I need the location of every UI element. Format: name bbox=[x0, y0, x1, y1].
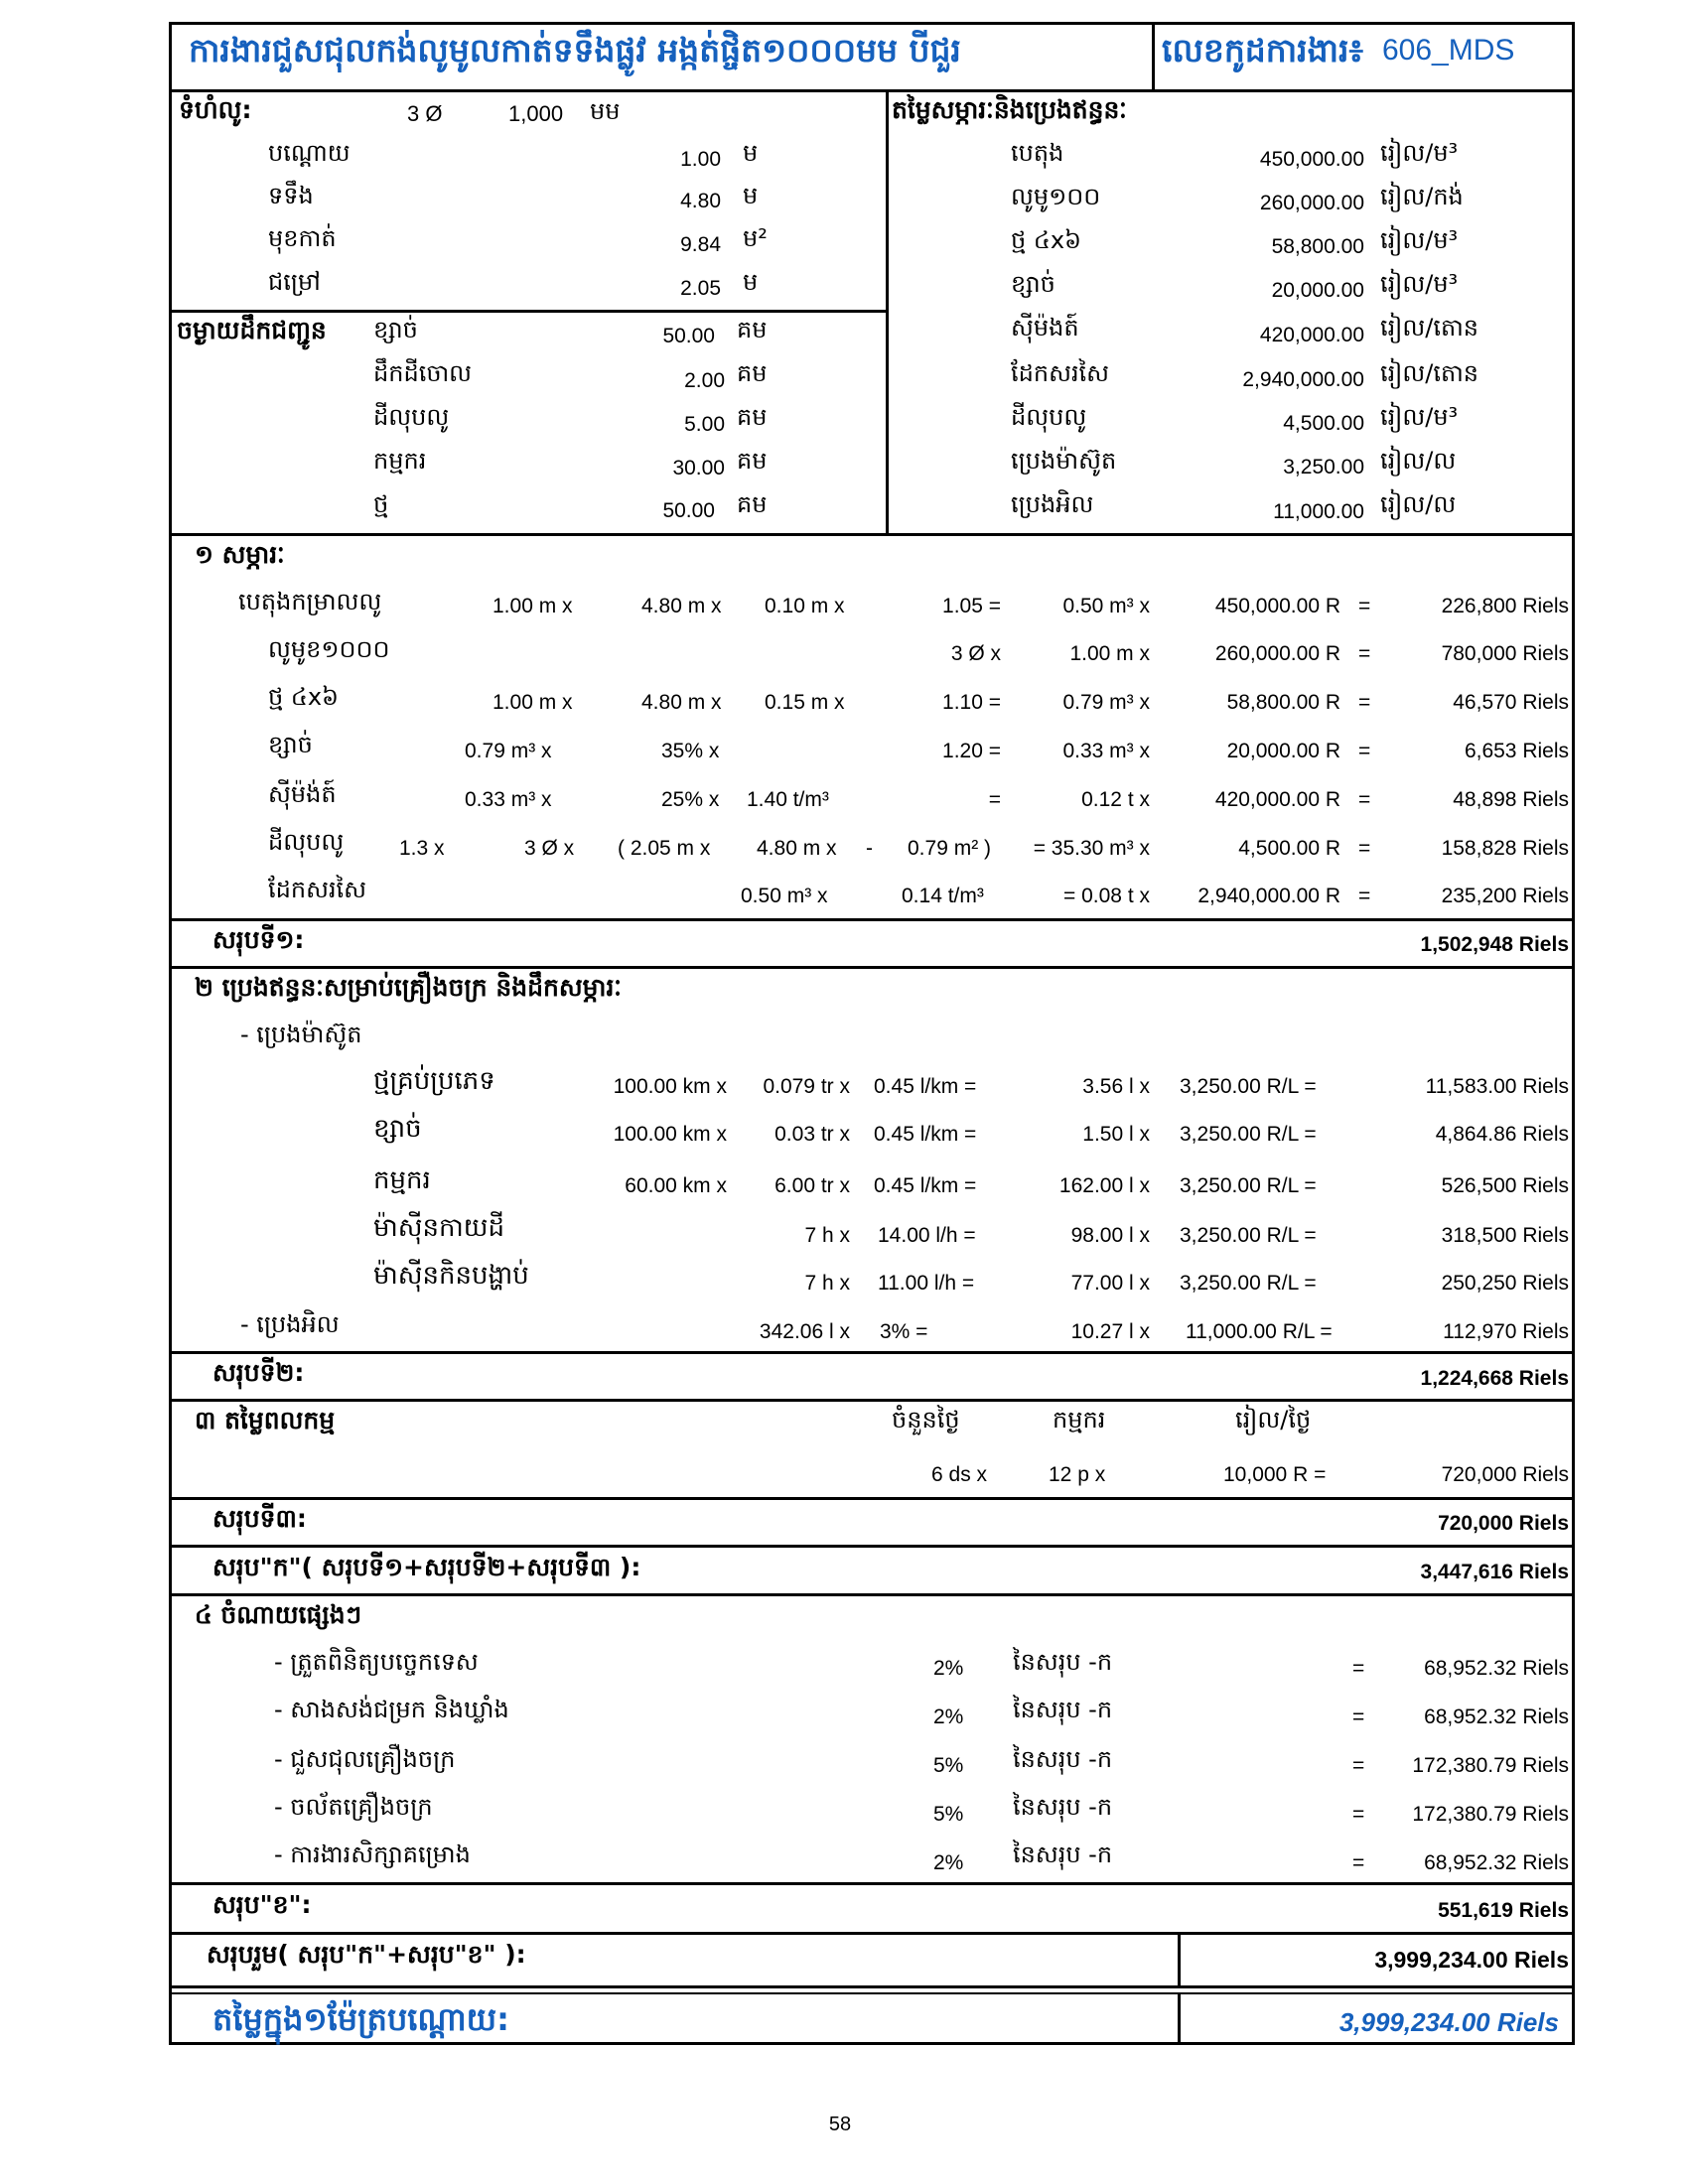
s2-rate: 0.45 l/km = bbox=[874, 1174, 977, 1197]
s1-h: 260,000.00 R bbox=[1214, 642, 1340, 665]
s1-total: 46,570 Riels bbox=[1453, 691, 1569, 714]
price-label-0: បេតុង bbox=[1011, 139, 1064, 167]
s1-d: 0.10 m x bbox=[765, 595, 845, 617]
price-unit-6: រៀល/ម³ bbox=[1380, 403, 1459, 431]
s2-tr: 6.00 tr x bbox=[774, 1174, 850, 1197]
price-label-2: ថ្ម ៤x៦ bbox=[1011, 226, 1082, 254]
s1-total: 226,800 Riels bbox=[1441, 595, 1569, 617]
s1-label: ដែកសរសៃ bbox=[268, 876, 367, 903]
s1-h: 2,940,000.00 R bbox=[1197, 885, 1340, 907]
s1-c: ( 2.05 m x bbox=[618, 837, 711, 860]
project-title: ការងារជួសជុលកង់លូមូលកាត់ទទឹងផ្លូវ អង្កត់ផ្ចិត១០០០មម បីជួរ bbox=[189, 31, 961, 69]
dims-value-2: 9.84 bbox=[680, 233, 721, 256]
s2-oil-d: 11,000.00 R/L = bbox=[1186, 1320, 1333, 1343]
section2-diesel-label: - ប្រេងម៉ាស៊ូត bbox=[240, 1021, 362, 1048]
s4-of: នៃសរុប -ក bbox=[1013, 1841, 1113, 1868]
price-label-1: លូមូ១០០ bbox=[1011, 183, 1101, 210]
s2-tr: 0.03 tr x bbox=[774, 1123, 850, 1146]
total-ka-label: សរុប"ក"( សរុបទី១+សរុបទី២+សរុបទី៣ ): bbox=[212, 1553, 641, 1581]
s2-total: 250,250 Riels bbox=[1441, 1272, 1569, 1295]
s1-g: 1.00 m x bbox=[1069, 642, 1150, 665]
price-value-6: 4,500.00 bbox=[1283, 412, 1364, 435]
s1-b: 0.79 m³ x bbox=[465, 740, 552, 762]
s4-pct: 2% bbox=[933, 1657, 964, 1680]
s2-label: ខ្សាច់ bbox=[373, 1114, 422, 1144]
grand-total-divider bbox=[1178, 1932, 1181, 1987]
s1-eq: = bbox=[1358, 788, 1371, 811]
total-ka-value: 3,447,616 Riels bbox=[1420, 1561, 1569, 1583]
code-label: លេខកូដការងារ៖ bbox=[1162, 31, 1364, 69]
price-label-4: ស៊ីម៉ងត៍ bbox=[1011, 314, 1079, 341]
price-unit-7: រៀល/ល bbox=[1380, 447, 1457, 475]
s1-g: = 35.30 m³ x bbox=[1033, 837, 1150, 860]
s1-f: 1.05 = bbox=[942, 595, 1001, 617]
s1-label: ដីលុបលូ bbox=[268, 828, 345, 856]
s2-total: 11,583.00 Riels bbox=[1425, 1075, 1569, 1098]
price-unit-1: រៀល/កង់ bbox=[1380, 183, 1464, 210]
section2-subtotal-label: សរុបទី២: bbox=[212, 1358, 305, 1387]
s2-rate: 0.45 l/km = bbox=[874, 1123, 977, 1146]
section1-subtotal-value: 1,502,948 Riels bbox=[1420, 933, 1569, 956]
s2-price: 3,250.00 R/L = bbox=[1180, 1224, 1317, 1247]
s1-g: 0.50 m³ x bbox=[1062, 595, 1150, 617]
s2-l: 98.00 l x bbox=[1070, 1224, 1150, 1247]
s1-c: 4.80 m x bbox=[641, 691, 722, 714]
s2-km: 60.00 km x bbox=[625, 1174, 727, 1197]
s1-h: 20,000.00 R bbox=[1226, 740, 1340, 762]
dims-diameter: 1,000 bbox=[508, 101, 564, 126]
price-label-3: ខ្សាច់ bbox=[1011, 270, 1055, 298]
info-bottom-divider bbox=[169, 533, 1575, 536]
s4-pct: 5% bbox=[933, 1803, 964, 1826]
s1-eq: = bbox=[1358, 740, 1371, 762]
s2-oil-a: 342.06 l x bbox=[759, 1320, 850, 1343]
total-ka-divider bbox=[169, 1593, 1575, 1596]
s4-label: - ការងារសិក្សាគម្រោង bbox=[274, 1841, 471, 1868]
s1-eq: = bbox=[1358, 885, 1371, 907]
dims-label-2: មុខកាត់ bbox=[268, 224, 337, 252]
dist-unit-1: គម bbox=[737, 359, 768, 387]
s1-g: 0.33 m³ x bbox=[1062, 740, 1150, 762]
grand-total-value: 3,999,234.00 Riels bbox=[1374, 1947, 1569, 1973]
price-label-5: ដែកសរសៃ bbox=[1011, 359, 1110, 387]
section3-workers: 12 p x bbox=[1049, 1463, 1106, 1486]
s4-divider bbox=[169, 1882, 1575, 1885]
page-number: 58 bbox=[828, 2114, 852, 2135]
s2-subtotal-divider bbox=[169, 1399, 1575, 1402]
dims-unit-1: ម bbox=[743, 182, 759, 209]
header-code-divider bbox=[1152, 22, 1155, 91]
s2-oil-c: 10.27 l x bbox=[1070, 1320, 1150, 1343]
s1-total: 780,000 Riels bbox=[1441, 642, 1569, 665]
s1-c: 35% x bbox=[661, 740, 720, 762]
dims-value-0: 1.00 bbox=[680, 148, 721, 171]
s4-eq: = bbox=[1352, 1706, 1365, 1728]
dist-value-2: 5.00 bbox=[684, 413, 725, 436]
price-value-5: 2,940,000.00 bbox=[1242, 368, 1364, 391]
dims-value-3: 2.05 bbox=[680, 277, 721, 300]
s4-label: - សាងសង់ជម្រក និងឃ្លាំង bbox=[274, 1696, 509, 1723]
price-label-6: ដីលុបលូ bbox=[1011, 403, 1087, 431]
dims-unit-3: ម bbox=[743, 268, 759, 296]
s1-subtotal-divider bbox=[169, 966, 1575, 969]
s1-label: បេតុងកម្រាលលូ bbox=[238, 588, 382, 615]
section2-heading: ២ ប្រេងឥន្ធនៈសម្រាប់គ្រឿងចក្រ និងដឹកសម្ភារៈ bbox=[195, 973, 623, 1002]
s1-g: = 0.08 t x bbox=[1063, 885, 1150, 907]
s2-divider bbox=[169, 1351, 1575, 1354]
dims-label: ទំហំលូ: bbox=[179, 95, 252, 124]
header-divider bbox=[169, 89, 1575, 92]
s1-label: ស៊ីម៉ង់ត៍ bbox=[268, 780, 337, 808]
per-meter-label: តម្លៃក្នុង១ម៉ែត្របណ្តោយ: bbox=[212, 2000, 509, 2038]
s1-b: 1.00 m x bbox=[492, 595, 573, 617]
s1-label: លូមូខ១០០០ bbox=[268, 635, 390, 663]
s4-eq: = bbox=[1352, 1851, 1365, 1874]
code-value: 606_MDS bbox=[1382, 34, 1515, 67]
s2-rate: 14.00 l/h = bbox=[878, 1224, 976, 1247]
dist-label-0: ខ្សាច់ bbox=[373, 316, 418, 343]
s4-total: 68,952.32 Riels bbox=[1424, 1706, 1569, 1728]
price-unit-4: រៀល/តោន bbox=[1380, 314, 1479, 341]
price-value-1: 260,000.00 bbox=[1259, 192, 1364, 214]
s1-f: 1.20 = bbox=[942, 740, 1001, 762]
s4-total: 68,952.32 Riels bbox=[1424, 1851, 1569, 1874]
s2-price: 3,250.00 R/L = bbox=[1180, 1075, 1317, 1098]
s1-g: 0.12 t x bbox=[1081, 788, 1150, 811]
s4-of: នៃសរុប -ក bbox=[1013, 1793, 1113, 1821]
s1-eq: = bbox=[1358, 837, 1371, 860]
s2-l: 162.00 l x bbox=[1058, 1174, 1150, 1197]
section3-heading: ៣ តម្លៃពលកម្ម bbox=[195, 1406, 336, 1434]
s1-e: - bbox=[866, 837, 873, 860]
s1-h: 58,800.00 R bbox=[1226, 691, 1340, 714]
price-unit-0: រៀល/ម³ bbox=[1380, 139, 1459, 167]
price-unit-2: រៀល/ម³ bbox=[1380, 226, 1459, 254]
s2-tr: 7 h x bbox=[804, 1272, 850, 1295]
section3-col-days: ចំនួនថ្ងៃ bbox=[892, 1406, 960, 1433]
section3-total: 720,000 Riels bbox=[1441, 1463, 1569, 1486]
section2-subtotal-value: 1,224,668 Riels bbox=[1420, 1367, 1569, 1390]
dims-divider bbox=[169, 310, 888, 313]
s2-l: 3.56 l x bbox=[1082, 1075, 1150, 1098]
s2-km: 100.00 km x bbox=[613, 1075, 727, 1098]
section3-rate: 10,000 R = bbox=[1223, 1463, 1327, 1486]
section4-subtotal-label: សរុប"ខ": bbox=[212, 1890, 312, 1919]
s1-b: 1.00 m x bbox=[492, 691, 573, 714]
dims-value-1: 4.80 bbox=[680, 190, 721, 212]
s1-divider bbox=[169, 918, 1575, 921]
s2-tr: 7 h x bbox=[804, 1224, 850, 1247]
s1-label: ថ្ម ៤x៦ bbox=[268, 683, 340, 711]
dims-diameter-unit: មម bbox=[590, 97, 621, 125]
dist-value-4: 50.00 bbox=[662, 499, 715, 522]
s1-f: 1.10 = bbox=[942, 691, 1001, 714]
s4-eq: = bbox=[1352, 1754, 1365, 1777]
s2-rate: 11.00 l/h = bbox=[878, 1272, 975, 1295]
s4-pct: 2% bbox=[933, 1706, 964, 1728]
s2-label: ម៉ាស៊ីនកិនបង្ហាប់ bbox=[373, 1261, 529, 1291]
section1-subtotal-label: សរុបទី១: bbox=[212, 925, 305, 954]
section3-days: 6 ds x bbox=[931, 1463, 988, 1486]
price-label-7: ប្រេងម៉ាស៊ូត bbox=[1011, 447, 1117, 475]
s2-rate: 0.45 l/km = bbox=[874, 1075, 977, 1098]
dist-unit-2: គម bbox=[737, 403, 768, 431]
section4-subtotal-value: 551,619 Riels bbox=[1438, 1899, 1569, 1922]
s1-b: 3 Ø x bbox=[524, 837, 575, 860]
s4-of: នៃសរុប -ក bbox=[1013, 1696, 1113, 1723]
dist-label-2: ដីលុបលូ bbox=[373, 403, 450, 431]
dims-label-3: ជម្រៅ bbox=[268, 268, 321, 296]
s2-oil-b: 3% = bbox=[880, 1320, 928, 1343]
price-unit-3: រៀល/ម³ bbox=[1380, 270, 1459, 298]
section4-heading: ៤ ចំណាយផ្សេងៗ bbox=[195, 1600, 362, 1629]
s1-d: 0.50 m³ x bbox=[741, 885, 828, 907]
price-unit-5: រៀល/តោន bbox=[1380, 359, 1479, 387]
price-value-0: 450,000.00 bbox=[1259, 148, 1364, 171]
prices-label: តម្លៃសម្ភារៈនិងប្រេងឥន្ធនៈ bbox=[892, 95, 1127, 124]
dist-value-3: 30.00 bbox=[672, 457, 725, 479]
dist-unit-4: គម bbox=[737, 490, 768, 518]
s1-f: 0.14 t/m³ bbox=[902, 885, 984, 907]
s1-c: 4.80 m x bbox=[641, 595, 722, 617]
s1-label: ខ្សាច់ bbox=[268, 731, 313, 758]
dims-label-0: បណ្តោយ bbox=[268, 139, 351, 167]
s4-eq: = bbox=[1352, 1657, 1365, 1680]
s1-total: 48,898 Riels bbox=[1453, 788, 1569, 811]
s2-total: 526,500 Riels bbox=[1441, 1174, 1569, 1197]
section3-col-rate: រៀល/ថ្ងៃ bbox=[1235, 1406, 1312, 1433]
section3-subtotal-value: 720,000 Riels bbox=[1438, 1512, 1569, 1535]
s1-total: 158,828 Riels bbox=[1441, 837, 1569, 860]
price-value-7: 3,250.00 bbox=[1283, 456, 1364, 478]
grand-total-bottom bbox=[169, 1985, 1575, 1988]
s1-c: 25% x bbox=[661, 788, 720, 811]
dist-label-3: កម្មករ bbox=[373, 447, 427, 475]
per-meter-divider bbox=[1178, 1992, 1181, 2045]
s1-a: 1.3 x bbox=[399, 837, 445, 860]
s4-eq: = bbox=[1352, 1803, 1365, 1826]
price-value-4: 420,000.00 bbox=[1259, 324, 1364, 346]
price-value-8: 11,000.00 bbox=[1273, 500, 1364, 523]
s1-d: 1.40 t/m³ bbox=[747, 788, 829, 811]
s1-d: 0.15 m x bbox=[765, 691, 845, 714]
price-label-8: ប្រេងអិល bbox=[1011, 490, 1094, 518]
s2-l: 1.50 l x bbox=[1082, 1123, 1150, 1146]
distances-label: ចម្ងាយដឹកជញ្ជូន bbox=[177, 316, 327, 344]
s1-g: 0.79 m³ x bbox=[1062, 691, 1150, 714]
grand-total-label: សរុបរួម( សរុប"ក"+សរុប"ខ" ): bbox=[207, 1940, 526, 1969]
s1-eq: = bbox=[1358, 691, 1371, 714]
dist-unit-0: គម bbox=[737, 316, 768, 343]
s3-divider bbox=[169, 1497, 1575, 1500]
s2-price: 3,250.00 R/L = bbox=[1180, 1272, 1317, 1295]
s4-total: 68,952.32 Riels bbox=[1424, 1657, 1569, 1680]
s2-km: 100.00 km x bbox=[613, 1123, 727, 1146]
section3-col-workers: កម្មករ bbox=[1053, 1406, 1106, 1433]
dist-label-4: ថ្ម bbox=[373, 490, 389, 518]
s1-b: 0.33 m³ x bbox=[465, 788, 552, 811]
s2-total: 4,864.86 Riels bbox=[1435, 1123, 1569, 1146]
dims-count: 3 Ø bbox=[407, 101, 443, 126]
section1-heading: ១ សម្ភារៈ bbox=[195, 540, 285, 569]
s1-d: 4.80 m x bbox=[757, 837, 837, 860]
dist-label-1: ដឹកដីចោល bbox=[373, 359, 473, 387]
s1-f: 0.79 m² ) bbox=[908, 837, 992, 860]
s2-tr: 0.079 tr x bbox=[763, 1075, 850, 1098]
dims-unit-0: ម bbox=[743, 139, 759, 167]
s1-h: 420,000.00 R bbox=[1214, 788, 1340, 811]
s4-subtotal-divider bbox=[169, 1932, 1575, 1935]
price-value-2: 58,800.00 bbox=[1271, 235, 1364, 258]
s4-of: នៃសរុប -ក bbox=[1013, 1648, 1113, 1676]
s4-total: 172,380.79 Riels bbox=[1412, 1803, 1569, 1826]
s2-total: 318,500 Riels bbox=[1441, 1224, 1569, 1247]
s1-total: 235,200 Riels bbox=[1441, 885, 1569, 907]
s2-label: ម៉ាស៊ីនកាយដី bbox=[373, 1213, 505, 1243]
s2-l: 77.00 l x bbox=[1070, 1272, 1150, 1295]
s2-oil-total: 112,970 Riels bbox=[1443, 1320, 1569, 1343]
s1-h: 450,000.00 R bbox=[1214, 595, 1340, 617]
s4-pct: 2% bbox=[933, 1851, 964, 1874]
dist-value-0: 50.00 bbox=[662, 325, 715, 347]
s1-h: 4,500.00 R bbox=[1238, 837, 1340, 860]
s4-total: 172,380.79 Riels bbox=[1412, 1754, 1569, 1777]
s3-subtotal-divider bbox=[169, 1545, 1575, 1548]
s1-f: 3 Ø x bbox=[950, 642, 1001, 665]
s1-total: 6,653 Riels bbox=[1464, 740, 1569, 762]
dist-value-1: 2.00 bbox=[684, 369, 725, 392]
s4-label: - ត្រួតពិនិត្យបច្ចេកទេស bbox=[274, 1648, 479, 1676]
s1-eq: = bbox=[1358, 642, 1371, 665]
s4-label: - ជួសជុលគ្រឿងចក្រ bbox=[274, 1745, 456, 1773]
s1-f: = bbox=[988, 788, 1001, 811]
s4-pct: 5% bbox=[933, 1754, 964, 1777]
s4-label: - ចល័តគ្រឿងចក្រ bbox=[274, 1793, 433, 1821]
dims-unit-2: ម² bbox=[743, 224, 768, 252]
s1-eq: = bbox=[1358, 595, 1371, 617]
per-meter-value: 3,999,234.00 Riels bbox=[1338, 2007, 1559, 2037]
per-meter-top bbox=[169, 1992, 1575, 1994]
price-unit-8: រៀល/ល bbox=[1380, 490, 1457, 518]
s4-of: នៃសរុប -ក bbox=[1013, 1745, 1113, 1773]
dims-label-1: ទទឹង bbox=[268, 182, 314, 209]
price-value-3: 20,000.00 bbox=[1271, 279, 1364, 302]
s2-label: ថ្មគ្រប់ប្រភេទ bbox=[373, 1066, 495, 1096]
dist-unit-3: គម bbox=[737, 447, 768, 475]
section3-subtotal-label: សរុបទី៣: bbox=[212, 1504, 307, 1533]
s2-label: កម្មករ bbox=[373, 1165, 431, 1195]
s2-price: 3,250.00 R/L = bbox=[1180, 1123, 1317, 1146]
s2-price: 3,250.00 R/L = bbox=[1180, 1174, 1317, 1197]
s2-oil-label: - ប្រេងអិល bbox=[240, 1310, 340, 1338]
